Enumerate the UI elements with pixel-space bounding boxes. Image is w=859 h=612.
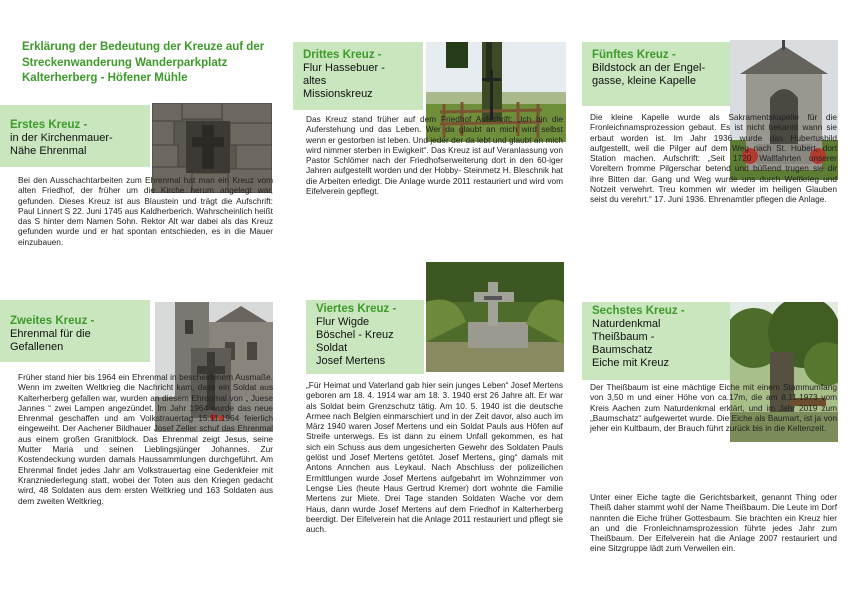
kreuz1-text: Bei den Ausschachtarbeiten zum Ehrenmal hat man ein Kreuz vom alten Friedhof, der früher um die Kirche herum angelegt war, gefunden. Dieses Kreuz ist aus Blaustein und trägt die Aufschrift: Paul Linnert S 22. Juni 1745 aus Kaldherberich. Wahrscheinlich heißt das S hinter dem Namen Sohn. Rektor Alt war dabei als das Kreuz gefunden wurde und er hat spontan entschieden, es in die Mauer einzubauen.	[18, 175, 273, 247]
kreuz2-header	[0, 300, 150, 362]
kreuz4-text: „Für Heimat und Vaterland gab hier sein junges Leben“ Josef Mertens geboren am 18. 4. 1914 war am 18. 3. 1940 erst 26 Jahre alt. Er war als Soldat beim Grenzschutz tätig. Am 10. 5. 1940 ist die deutsche Armee nach Belgien einmarschiert und in der Zeit davor, also auch im März 1940 waren Josef Mertens und ein Soldat Pauls aus Höfen auf Streife unterwegs. Es ist dann zu einem Unfall gekommen, es hat sich ein Schuss aus dem ungesicherten Gewehr des Soldaten Pauls gelöst und Josef Mertens getötet. Josef Mertens„ ging“ damals mit Antons Annchen aus Leykaul. Nach Abschluss der polizeilichen Ermittlungen wurde Josef Mertens aufgebahrt im Wohnzimmer von Lengse Lies (heute Haus Gertrud Kremer) dort wohnte die Familie Mertens zur Miete. Drei Tage standen Soldaten Wache vor dem Haus, dann wurde Josef Mertens auf dem Friedhof in Kalterherberg beerdigt. Der Eifelverein hat die Anlage 2011 restauriert und pflegt sie auch.	[306, 380, 563, 535]
kreuz6-text: Der Theißbaum ist eine mächtige Eiche mit einem Stammumfang von 3,50 m und einer Höhe von ca.17m, die am 8.11.1973 vom Kreis Aachen zum Naturdenkmal erklärt, und im Jahr 2019 zum „Baumschatz“ aufgewertet wurde. Die Eiche als Baumart, ist ja von jeher ein Kultbaum, der Brauch führt zurück bis in die Keltenzeit.	[590, 382, 837, 434]
kreuz4-photo	[426, 262, 564, 372]
kreuz4-subtitle: Josef Mertens	[316, 355, 386, 367]
kreuz6-title: Sechstes Kreuz -	[592, 305, 685, 317]
kreuz6-subtitle: Eiche mit Kreuz	[592, 357, 670, 369]
kreuz5-text: Die kleine Kapelle wurde als Sakramentskapelle für die Fronleichnamsprozession gebaut. Es ist nicht bekannt wann sie erbaut worden ist. Im Jahr 1936 wurde das Hubertusbild aufgestellt, weil die Pilger auf dem Weg nach St. Hubert, dort Station machen. Aufschrift: „Seit 1720 Wallfahrten unserer Voreltern fromme Pilgerschar betend und büßend trugen sie dir ihre Bitten dar. Gang und Weg wurde uns durch Weltkrieg und Notzeit verwehrt. Treu kommen wir wieder im heiligen Glauben seist du verehrt.“ 17. Juni 1936. Ehrenamtler pflegen die Anlage.	[590, 112, 837, 205]
kreuz3-subtitle: Flur Hassebuer -	[303, 62, 385, 74]
kreuz4-header	[306, 300, 424, 374]
intro-line: Erklärung der Bedeutung der Kreuze auf der	[22, 41, 265, 53]
page-intro-title	[22, 40, 277, 87]
kreuz3-subtitle: Missionskreuz	[303, 88, 373, 100]
intro-line: Kalterherberg - Höfener Mühle	[22, 72, 188, 84]
kreuz5-title: Fünftes Kreuz -	[592, 49, 676, 61]
kreuz4-subtitle: Soldat	[316, 342, 348, 354]
kreuz2-title: Zweites Kreuz -	[10, 315, 95, 327]
kreuz6-text-2: Unter einer Eiche tagte die Gerichtsbarkeit, genannt Thing oder Theiß daher stammt wohl der Name Theißbaum. Die Leute im Dorf nannten die Eiche früher Gottesbaum. Sie brachten ein Kreuz hier an und die Fronleichnamsprozession führte jedes Jahr zum Theißbaum. Der Eifelverein hat die Anlage 2007 restauriert und eine Sitzgruppe lädt zum Verweilen ein.	[590, 492, 837, 554]
kreuz5-subtitle: gasse, kleine Kapelle	[592, 75, 696, 87]
kreuz2-text: Früher stand hier bis 1964 ein Ehrenmal in bescheidenem Ausmaße. Wenn im zweiten Weltkrieg die Nachricht kam, dass ein Soldat aus Kalterherberg gefallen war, wurden an diesem Ehrenmal von „ Juese Jannes “ zwei Lampen angezündet. Im Jahr 1964 wurde das neue Ehrenmal geschaffen und am Volkstrauertag 15.11.1964 feierlich eingeweiht. Der Aachener Bildhauer Josef Zeller schuf das Ehrenmal aus einem großen Granitblock. Das Ehrenmal zeigt Jesus, seine Mutter Maria und seinen Lieblingsjünger Johannes. Zur Kostendeckung wurden damals Haussammlungen durchgeführt. Am Ehrenmal findet jedes Jahr am Volkstrauertag eine Gedenkfeier mit Kranzniederlegung statt, wobei der Toten aus den Kriegen gedacht wird, 48 Soldaten aus dem ersten Weltkrieg und 163 Soldaten aus dem zweiten Weltkrieg.	[18, 372, 273, 506]
kreuz1-subtitle: in der Kirchenmauer-	[10, 132, 113, 144]
kreuz3-text: Das Kreuz stand früher auf dem Friedhof Aufschrift: „Ich bin die Auferstehung und das Leben. Wer da glaubt an mich wird selbst wenn er gestorben ist leben. Und jeder der da lebt und glaubt an mich wird nimmer sterben in Ewigkeit“. Das Kreuz ist auf Veranlassung von Pastor Schlömer nach der Friedhofserweiterung dort in den 60-iger Jahren aufgestellt worden und der Hobby- Steinmetz H. Bleschnik hat die Arbeiten erledigt. Die Anlage wurde 2011 restauriert und wird vom Eifelverein gepflegt.	[306, 114, 563, 197]
kreuz6-subtitle: Naturdenkmal	[592, 318, 661, 330]
kreuz3-subtitle: altes	[303, 75, 327, 87]
kreuz1-subtitle: Nähe Ehrenmal	[10, 145, 87, 157]
kreuz6-subtitle: Theißbaum -	[592, 331, 655, 343]
kreuz5-subtitle: Bildstock an der Engel-	[592, 62, 706, 74]
kreuz3-title: Drittes Kreuz -	[303, 49, 382, 61]
kreuz3-header	[293, 42, 423, 110]
kreuz2-subtitle: Gefallenen	[10, 341, 64, 353]
kreuz4-subtitle: Flur Wigde	[316, 316, 370, 328]
kreuz1-header	[0, 105, 150, 167]
kreuz2-subtitle: Ehrenmal für die	[10, 328, 91, 340]
kreuz6-header	[582, 302, 730, 380]
kreuz4-subtitle: Böschel - Kreuz	[316, 329, 394, 341]
intro-line: Streckenwanderung Wanderparkplatz	[22, 56, 228, 69]
kreuz1-title: Erstes Kreuz -	[10, 119, 88, 131]
kreuz5-header	[582, 42, 730, 106]
kreuz4-title: Viertes Kreuz -	[316, 303, 397, 315]
kreuz6-subtitle: Baumschatz	[592, 344, 653, 356]
